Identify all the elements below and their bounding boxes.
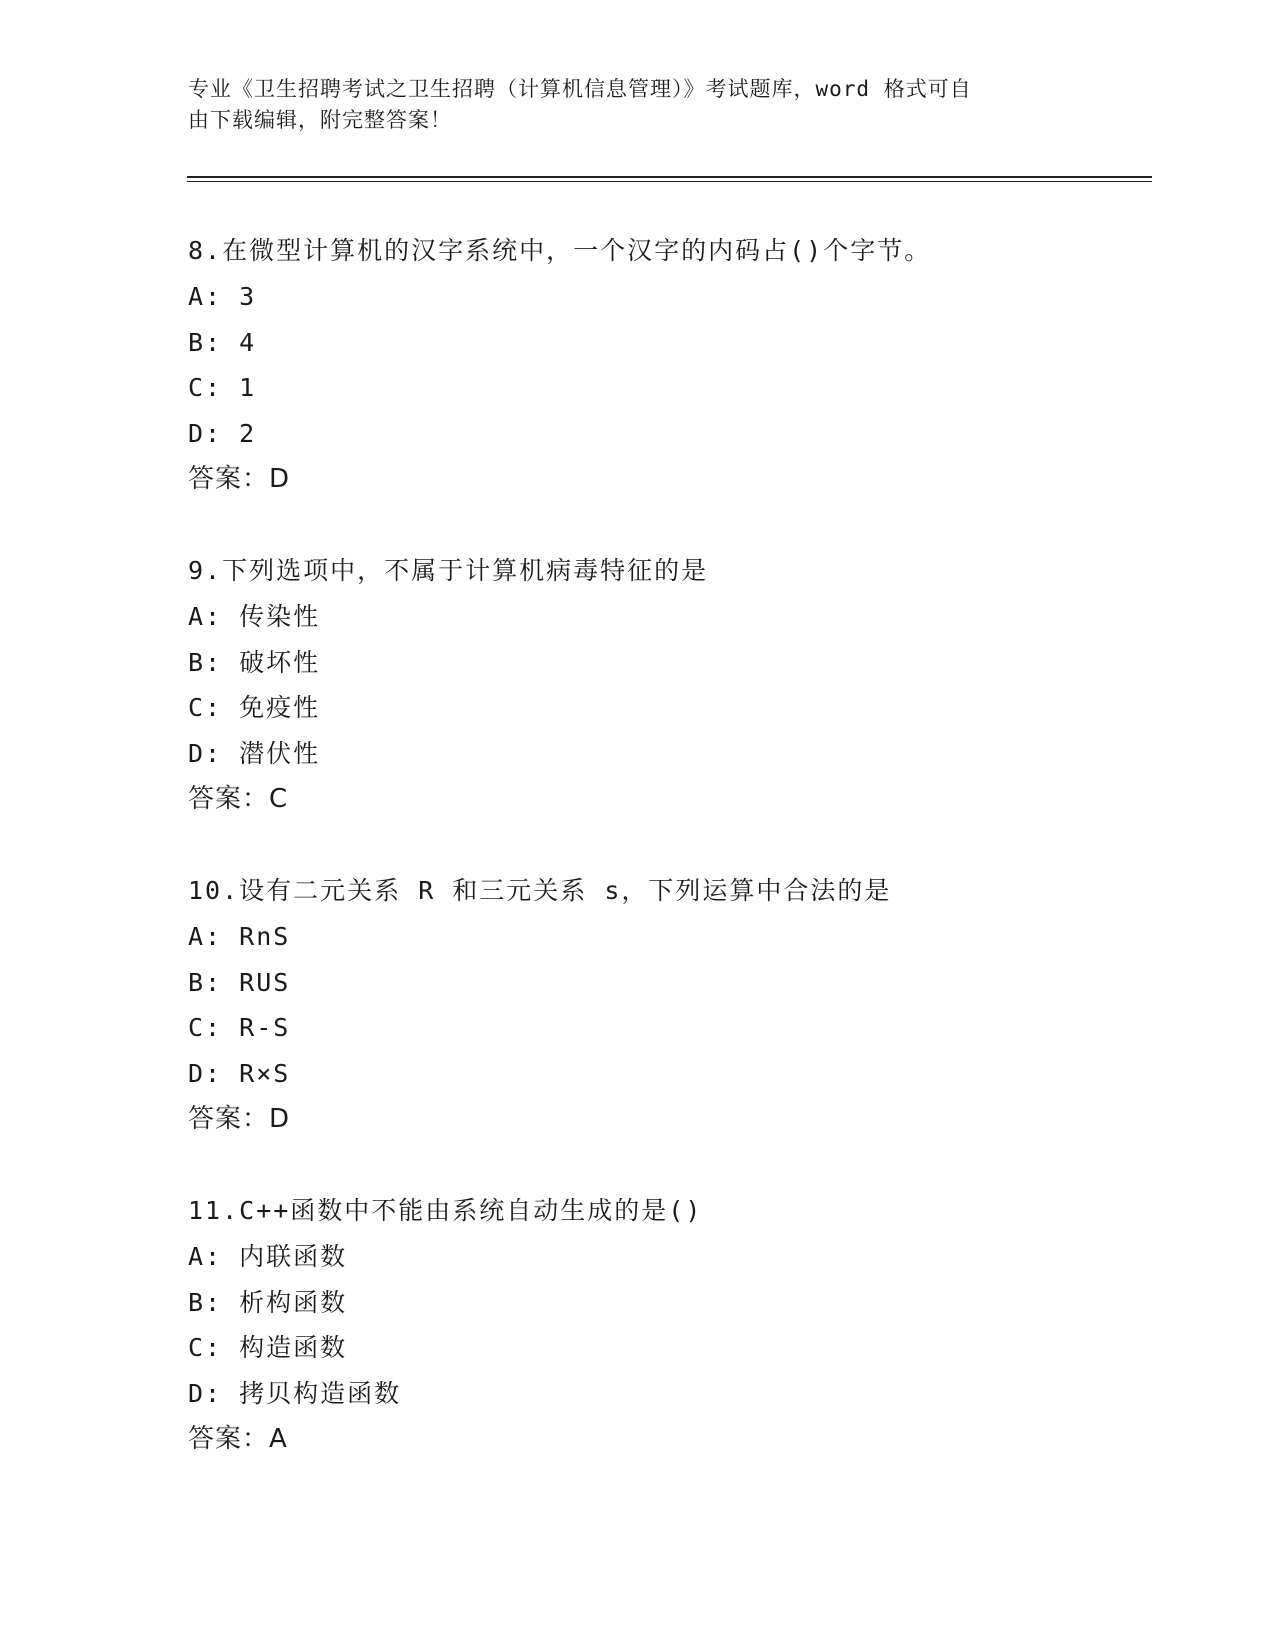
header-line-1: 专业《卫生招聘考试之卫生招聘（计算机信息管理）》考试题库，word 格式可自	[188, 77, 972, 101]
question-stem: 9.下列选项中，不属于计算机病毒特征的是	[188, 556, 709, 585]
header-divider-thick	[187, 176, 1152, 178]
option-b: B: 4	[188, 327, 257, 357]
option-a: A: 传染性	[188, 602, 321, 631]
answer: 答案：C	[188, 784, 289, 814]
question-stem: 8.在微型计算机的汉字系统中，一个汉字的内码占()个字节。	[188, 236, 932, 265]
option-b: B: RUS	[188, 967, 291, 997]
option-d: D: 潜伏性	[188, 738, 321, 768]
question-stem: 10.设有二元关系 R 和三元关系 s，下列运算中合法的是	[188, 876, 892, 905]
option-a: A: RnS	[188, 922, 291, 951]
option-b: B: 破坏性	[188, 647, 321, 677]
option-d: D: 2	[188, 418, 257, 448]
question-11	[188, 1188, 1188, 1462]
document-header	[188, 74, 1068, 136]
question-stem: 11.C++函数中不能由系统自动生成的是()	[188, 1196, 703, 1225]
option-d: D: 拷贝构造函数	[188, 1378, 402, 1408]
question-9	[188, 548, 1188, 822]
option-a: A: 3	[188, 282, 257, 311]
question-10	[188, 868, 1188, 1142]
option-b: B: 析构函数	[188, 1287, 348, 1317]
answer: 答案：D	[188, 464, 291, 494]
header-divider-thin	[187, 181, 1152, 182]
option-c: C: 免疫性	[188, 693, 321, 722]
question-8	[188, 228, 1188, 502]
option-a: A: 内联函数	[188, 1242, 348, 1271]
answer: 答案：D	[188, 1104, 291, 1134]
option-c: C: 构造函数	[188, 1333, 348, 1362]
option-d: D: R×S	[188, 1058, 291, 1088]
answer: 答案：A	[188, 1424, 288, 1454]
option-c: C: R-S	[188, 1013, 291, 1042]
header-line-2: 由下载编辑，附完整答案！	[188, 108, 452, 132]
option-c: C: 1	[188, 373, 257, 402]
